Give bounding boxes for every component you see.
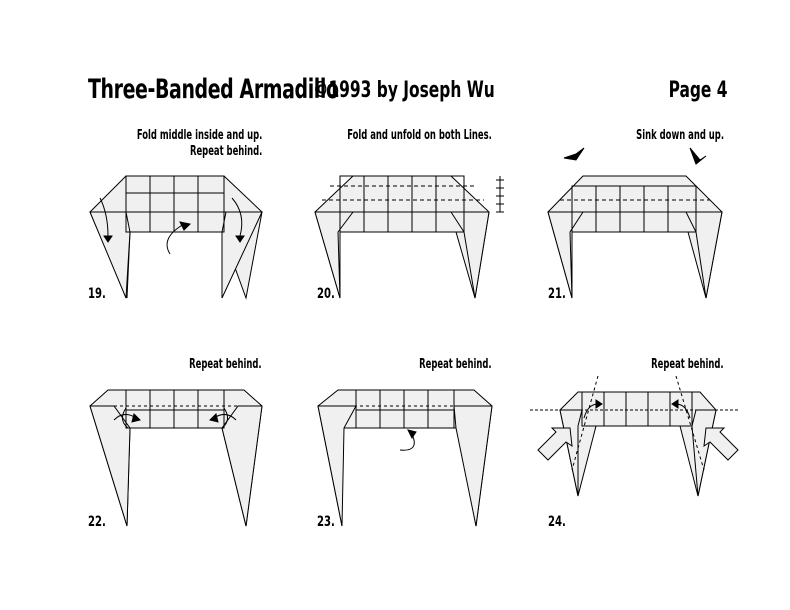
diagram-title: Three-Banded Armadillo — [88, 74, 339, 105]
step-number: 20. — [317, 286, 335, 302]
step-number: 24. — [548, 514, 566, 530]
step-number: 23. — [317, 514, 335, 530]
step-number: 19. — [88, 286, 106, 302]
step-22-instruction: Repeat behind. — [189, 357, 262, 372]
step-19-instruction: Fold middle inside and up. Repeat behind. — [136, 128, 262, 159]
copyright-credit: ©1993 by Joseph Wu — [313, 78, 495, 103]
step-number: 22. — [88, 514, 106, 530]
page-number: Page 4 — [669, 78, 728, 103]
step-23-instruction: Repeat behind. — [419, 357, 492, 372]
step-24-instruction: Repeat behind. — [651, 357, 724, 372]
step-number: 21. — [548, 286, 566, 302]
step-20-instruction: Fold and unfold on both Lines. — [347, 128, 492, 143]
step-21-instruction: Sink down and up. — [636, 128, 724, 143]
